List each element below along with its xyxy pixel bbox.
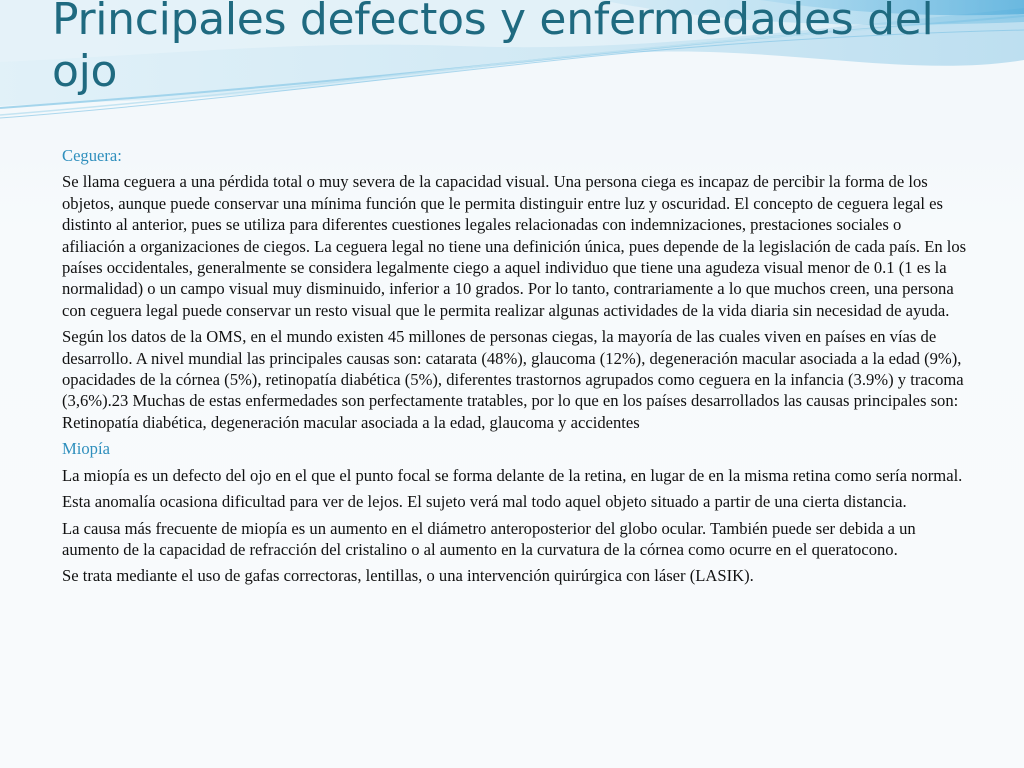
paragraph-miopia-cause: La causa más frecuente de miopía es un aumento en el diámetro anteroposterior del globo ocular. También puede ser debida a un aumento de la capacidad de refracción del cristalino o al aumento en la curvatura de la córnea como ocurre en el queratocono. — [62, 518, 916, 559]
paragraph-ceguera-definition: Se llama ceguera a una pérdida total o muy severa de la capacidad visual. Una persona ciega es incapaz de percibir la forma de los objetos, aunque puede conservar una mínima función que le permita distinguir entre luz y oscuridad. El concepto de ceguera legal es distinto al anterior, pues se utiliza para diferentes cuestiones legales relacionadas con indemnizaciones, prestaciones sociales o afiliación a organizaciones de ciegos. La ceguera legal no tiene una definición única, pues depende de la legislación de cada país. En los países occidentales, generalmente se considera legalmente ciego a aquel individuo que tiene una agudeza visual menor de 0.1 (1 es la normalidad) o un campo visual muy disminuido, inferior a 10 grados. Por lo tanto, contrariamente a lo que muchos creen, una persona con ceguera legal puede conservar un resto visual que le permita realizar algunas actividades de la vida diaria sin necesidad de ayuda. — [62, 172, 967, 320]
paragraph-ceguera-statistics: Según los datos de la OMS, en el mundo existen 45 millones de personas ciegas, la mayoría de las cuales viven en países en vías de desarrollo. A nivel mundial las principales causas son: catarata (48%), glaucoma (12%), degeneración macular asociada a la edad (9%), opacidades de la córnea (5%), retinopatía diabética (5%), diferentes trastornos agrupados como ceguera en la infancia (3.9%) y tracoma (3,6%).23 Muchas de estas enfermedades son perfectamente tratables, por lo que en los países desarrollados las causas principales son: Retinopatía diabética, degeneración macular asociada a la edad, glaucoma y accidentes — [62, 327, 964, 432]
paragraph-miopia-effect: Esta anomalía ocasiona dificultad para ver de lejos. El sujeto verá mal todo aquel objeto situado a partir de una cierta distancia. — [62, 492, 907, 512]
paragraph-miopia-definition: La miopía es un defecto del ojo en el que el punto focal se forma delante de la retina, en lugar de en la misma retina como sería normal. — [62, 465, 963, 485]
section-heading-miopia: Miopía — [62, 439, 110, 459]
paragraph-miopia-treatment: Se trata mediante el uso de gafas correctoras, lentillas, o una intervención quirúrgica con láser (LASIK). — [62, 566, 754, 586]
slide-body — [62, 145, 967, 592]
slide-title: Principales defectos y enfermedades del ojo — [52, 0, 934, 97]
section-heading-ceguera: Ceguera: — [62, 146, 122, 165]
